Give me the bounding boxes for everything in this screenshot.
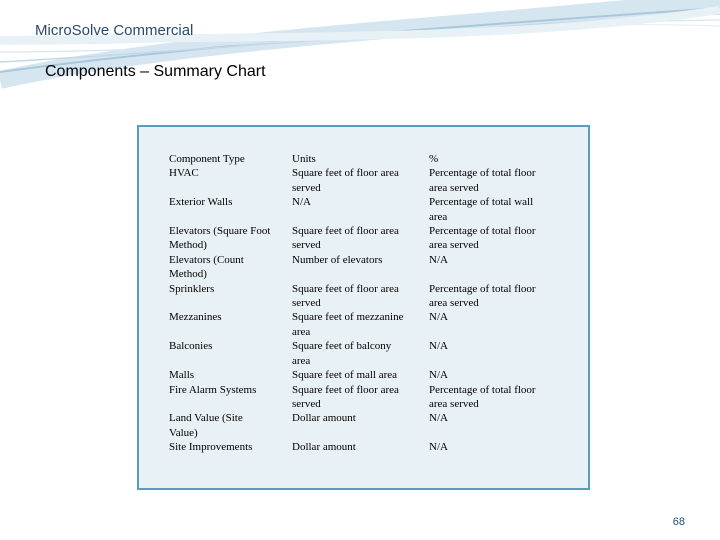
component-type-cell: Mezzanines [169, 311, 222, 324]
component-type-cell: Elevators (Count Method) [169, 253, 244, 281]
column-header-percent: % [429, 153, 439, 165]
table-header-row [169, 152, 569, 166]
percent-cell: Percentage of total wall area [429, 196, 534, 223]
table-row [169, 310, 569, 339]
units-cell: N/A [292, 196, 311, 209]
component-type-cell: HVAC [169, 167, 199, 180]
summary-chart-panel [137, 125, 590, 490]
percent-cell: N/A [429, 340, 448, 353]
component-type-cell: Elevators (Square Foot Method) [169, 225, 271, 252]
component-type-cell: Balconies [169, 340, 213, 353]
units-cell: Square feet of floor area served [292, 383, 399, 410]
table-row [169, 253, 569, 282]
units-cell: Dollar amount [292, 441, 356, 454]
page-number: 68 [672, 516, 685, 528]
percent-cell: N/A [429, 369, 448, 382]
percent-cell: N/A [429, 412, 448, 425]
units-cell: Dollar amount [292, 412, 356, 425]
table-row [169, 224, 569, 253]
header-swoosh-decoration [0, 0, 720, 110]
percent-cell: N/A [429, 441, 448, 454]
component-type-cell: Site Improvements [169, 441, 253, 454]
units-cell: Square feet of floor area served [292, 225, 399, 252]
units-cell: Square feet of mezzanine area [292, 311, 404, 338]
units-cell: Square feet of balcony area [292, 340, 392, 367]
percent-cell: N/A [429, 253, 448, 266]
table-row [169, 440, 569, 454]
table-row [169, 339, 569, 368]
component-type-cell: Land Value (Site Value) [169, 412, 243, 439]
percent-cell: N/A [429, 311, 448, 324]
component-type-cell: Malls [169, 369, 195, 382]
component-type-cell: Fire Alarm Systems [169, 383, 257, 396]
units-cell: Square feet of floor area served [292, 282, 399, 310]
percent-cell: Percentage of total floor area served [429, 383, 536, 410]
table-row [169, 166, 569, 195]
percent-cell: Percentage of total floor area served [429, 225, 536, 252]
units-cell: Square feet of mall area [292, 369, 398, 382]
table-row [169, 411, 569, 440]
component-type-cell: Sprinklers [169, 282, 215, 295]
percent-cell: Percentage of total floor area served [429, 282, 536, 310]
page-title: Components – Summary Chart [45, 63, 266, 80]
table-row [169, 368, 569, 382]
column-header-component-type: Component Type [169, 153, 245, 165]
percent-cell: Percentage of total floor area served [429, 167, 536, 194]
units-cell: Square feet of floor area served [292, 167, 399, 194]
table-row [169, 195, 569, 224]
table-row [169, 282, 569, 311]
component-type-cell: Exterior Walls [169, 196, 233, 209]
table-row [169, 383, 569, 412]
column-header-units: Units [292, 153, 316, 165]
units-cell: Number of elevators [292, 253, 383, 266]
summary-table [169, 152, 569, 455]
brand-name: MicroSolve Commercial [35, 22, 194, 39]
